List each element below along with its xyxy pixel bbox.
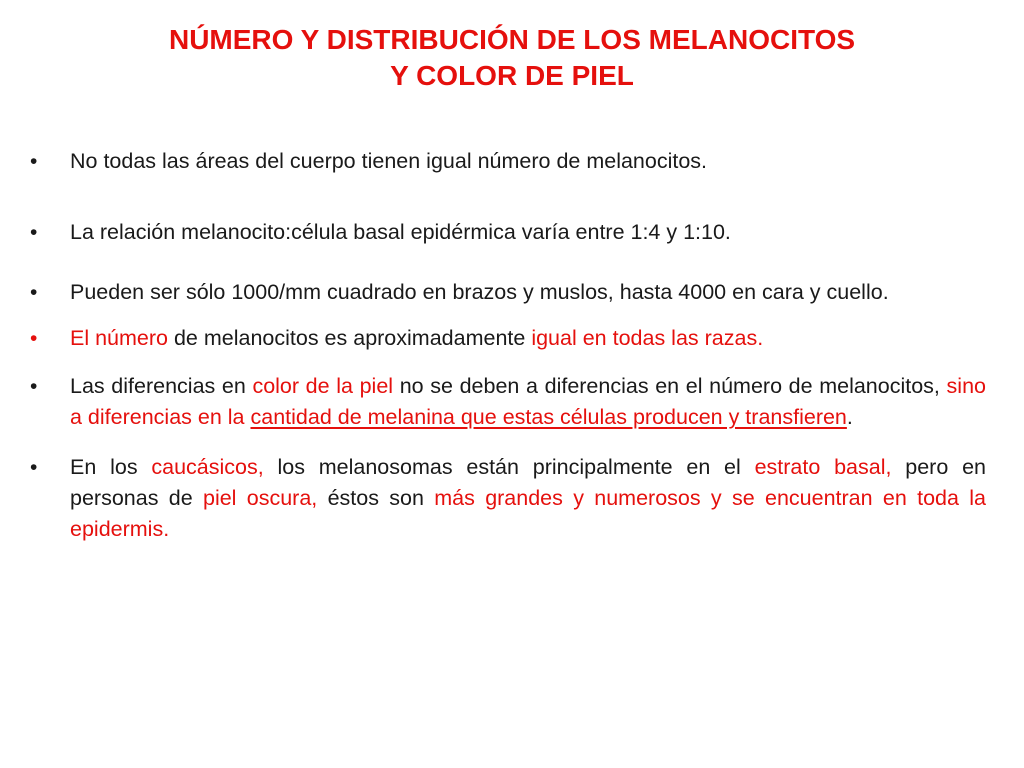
bullet-marker: •	[30, 221, 38, 244]
title-line-2: Y COLOR DE PIEL	[390, 60, 634, 91]
bullet-marker: •	[30, 327, 38, 350]
bullet-text: Pueden ser sólo 1000/mm cuadrado en brazos y muslos, hasta 4000 en cara y cuello.	[70, 280, 889, 304]
bullet-text: pero en personas de	[70, 455, 986, 510]
slide-title	[0, 22, 1024, 94]
bullet-list	[30, 140, 986, 545]
highlight-text: igual en todas las razas.	[531, 326, 764, 350]
bullet-item	[30, 146, 986, 177]
bullet-item	[30, 323, 986, 354]
bullet-text: .	[846, 405, 853, 429]
bullet-text: no se deben a diferencias en el número de melanocitos,	[393, 374, 947, 398]
bullet-item	[30, 217, 986, 248]
bullet-marker: •	[30, 375, 38, 398]
bullet-marker: •	[30, 150, 38, 173]
highlight-text: piel oscura,	[202, 486, 318, 510]
highlight-text: estrato basal,	[754, 455, 892, 479]
bullet-text: de melanocitos es aproximadamente	[168, 326, 532, 350]
highlight-text: caucásicos,	[151, 455, 264, 479]
bullet-text: No todas las áreas del cuerpo tienen igual número de melanocitos.	[70, 149, 708, 173]
bullet-text: Las diferencias en	[70, 374, 253, 398]
bullet-item	[30, 452, 986, 545]
bullet-text: La relación melanocito:célula basal epidérmica varía entre 1:4 y 1:10.	[70, 220, 731, 244]
bullet-text: En los	[70, 455, 152, 479]
bullet-item	[30, 371, 986, 433]
bullet-marker: •	[30, 281, 38, 304]
highlight-text: sino a diferencias en la	[70, 374, 986, 429]
underlined-highlight-text: cantidad de melanina que estas células producen y transfieren	[250, 405, 847, 429]
bullet-text: los melanosomas están principalmente en el	[263, 455, 755, 479]
highlight-text: color de la piel	[252, 374, 394, 398]
highlight-text: El número	[70, 326, 168, 350]
bullet-marker: •	[30, 456, 38, 479]
title-line-1: NÚMERO Y DISTRIBUCIÓN DE LOS MELANOCITOS	[168, 24, 856, 55]
bullet-text: éstos son	[317, 486, 435, 510]
highlight-text: más grandes y numerosos y se encuentran en toda la epidermis.	[70, 486, 986, 541]
bullet-item	[30, 277, 986, 308]
